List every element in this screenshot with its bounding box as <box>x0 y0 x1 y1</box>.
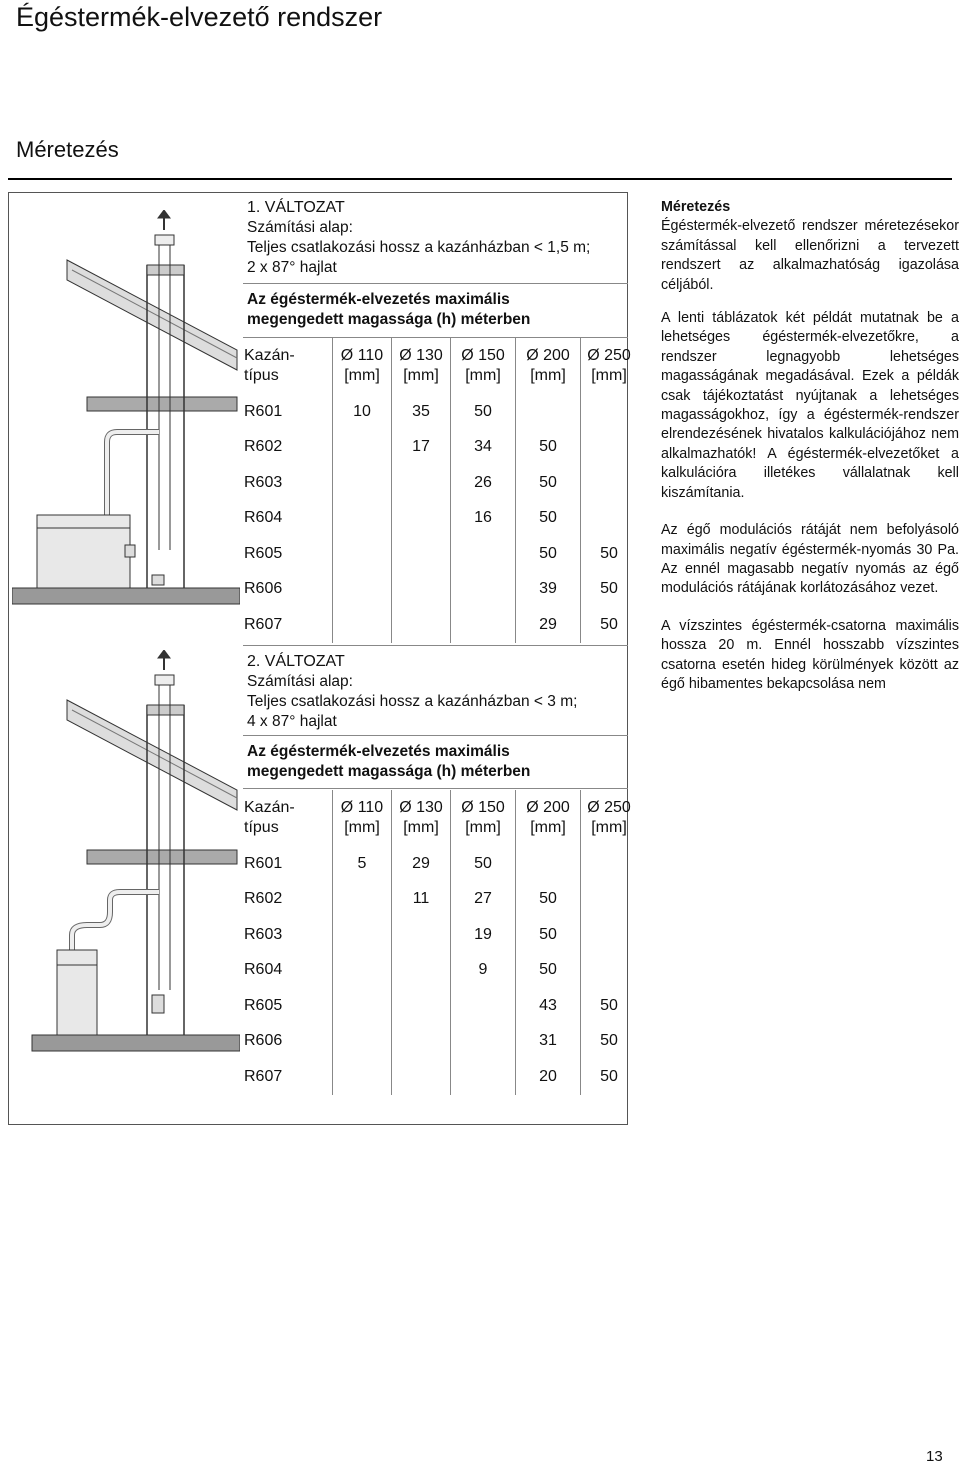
col-unit: [mm] <box>530 367 566 384</box>
boiler-unit <box>37 515 130 588</box>
col-unit: [mm] <box>465 819 501 836</box>
cell: 50 <box>516 536 581 572</box>
variant-2-header <box>247 652 577 732</box>
col-label: Ø 110 <box>340 347 384 364</box>
cell <box>333 465 392 501</box>
cell <box>333 953 392 989</box>
col-label: Ø 150 <box>461 347 505 364</box>
cell <box>581 953 638 989</box>
cell: 50 <box>516 882 581 918</box>
boiler-type: R602 <box>244 438 283 456</box>
cell <box>392 572 451 608</box>
variant-2-max-height-label <box>247 742 530 782</box>
cell: 16 <box>451 501 516 537</box>
cell: 50 <box>516 465 581 501</box>
cell: 20 <box>516 1059 581 1095</box>
cell: 9 <box>451 953 516 989</box>
cell: 34 <box>451 430 516 466</box>
section-subtitle: Méretezés <box>16 137 119 162</box>
variant-2-title: 2. VÁLTOZAT <box>247 653 345 670</box>
cell <box>333 501 392 537</box>
boiler-type: R607 <box>244 615 283 633</box>
col-unit: [mm] <box>591 819 627 836</box>
cell: 26 <box>451 465 516 501</box>
cell: 43 <box>516 988 581 1024</box>
cell <box>333 988 392 1024</box>
table-row <box>240 953 637 989</box>
variant-2-line2: 4 x 87° hajlat <box>247 713 337 730</box>
variant-2-basis: Számítási alap: <box>247 673 353 690</box>
col-d110 <box>333 790 392 846</box>
explanation-paragraph-4: A vízszintes égéstermék-csatorna maximális hossza 20 m. Ennél hosszabb vízszintes csatorna esetén hideg körülmények között az égő hibamentes bekapcsolása nem <box>661 617 959 692</box>
cell: 35 <box>392 394 451 430</box>
boiler-type-label-2: típus <box>244 367 279 384</box>
header-divider <box>8 178 952 180</box>
cell <box>581 394 638 430</box>
cell <box>392 1059 451 1095</box>
cell <box>581 430 638 466</box>
variant-2-divider <box>243 735 628 736</box>
cell: 50 <box>581 1059 638 1095</box>
col-unit: [mm] <box>591 367 627 384</box>
col-unit: [mm] <box>344 819 380 836</box>
max-height-line2: megengedett magassága (h) méterben <box>247 763 531 780</box>
cell <box>392 501 451 537</box>
table-row <box>240 917 637 953</box>
col-label: Ø 110 <box>340 799 384 816</box>
cell <box>333 607 392 643</box>
cell: 50 <box>581 572 638 608</box>
boiler-type: R606 <box>244 1032 283 1050</box>
variant-1-table <box>240 338 637 643</box>
cell <box>451 572 516 608</box>
ceiling-slab <box>87 850 237 864</box>
col-d250 <box>581 338 638 394</box>
cell: 27 <box>451 882 516 918</box>
table-row <box>240 988 637 1024</box>
cell <box>392 536 451 572</box>
roof-shape <box>67 260 237 370</box>
variant-2-divider-mid <box>243 788 628 789</box>
col-d130 <box>392 790 451 846</box>
cell <box>451 1059 516 1095</box>
boiler-type: R606 <box>244 580 283 598</box>
col-d250 <box>581 790 638 846</box>
col-label: Ø 150 <box>461 799 505 816</box>
boiler-type-label-1: Kazán- <box>244 347 295 364</box>
explanation-paragraph-1: Égéstermék-elvezető rendszer méretezésekor számítással kell ellenőrizni a tervezett rendszert az alkalmazhatóság igazolása céljából. <box>661 218 959 293</box>
col-unit: [mm] <box>403 819 439 836</box>
cell <box>392 988 451 1024</box>
boiler-type: R603 <box>244 473 283 491</box>
col-label: Ø 130 <box>399 799 443 816</box>
table-row <box>240 394 637 430</box>
cell <box>333 1059 392 1095</box>
variant-1-line2: 2 x 87° hajlat <box>247 259 337 276</box>
explanation-column <box>661 198 959 708</box>
cell <box>392 607 451 643</box>
cell: 19 <box>451 917 516 953</box>
cell <box>581 465 638 501</box>
table-row <box>240 501 637 537</box>
cell <box>581 501 638 537</box>
boiler-unit <box>57 950 97 1035</box>
cell <box>392 1024 451 1060</box>
table-row <box>240 1059 637 1095</box>
col-unit: [mm] <box>530 819 566 836</box>
col-label: Ø 130 <box>399 347 443 364</box>
boiler-type: R605 <box>244 996 283 1014</box>
cell: 50 <box>516 501 581 537</box>
variant-2-divider-top <box>243 645 628 646</box>
col-label: Ø 200 <box>526 347 570 364</box>
variant-2-line1: Teljes csatlakozási hossz a kazánházban < 3 m; <box>247 693 578 710</box>
table-row <box>240 882 637 918</box>
cell <box>333 572 392 608</box>
page-title: Égéstermék-elvezető rendszer <box>16 2 383 32</box>
col-d150 <box>451 790 516 846</box>
boiler-type: R602 <box>244 890 283 908</box>
cell <box>516 846 581 882</box>
max-height-line1: Az égéstermék-elvezetés maximális <box>247 291 510 308</box>
col-label: Ø 250 <box>587 347 631 364</box>
chimney-diagram-variant-1 <box>12 210 240 610</box>
col-d150 <box>451 338 516 394</box>
cell <box>516 394 581 430</box>
col-d200 <box>516 790 581 846</box>
table-header-row <box>240 790 637 846</box>
cell: 11 <box>392 882 451 918</box>
cell <box>333 1024 392 1060</box>
cell <box>333 882 392 918</box>
boiler-type: R605 <box>244 544 283 562</box>
cell: 17 <box>392 430 451 466</box>
explanation-heading: Méretezés <box>661 199 731 215</box>
exhaust-arrow <box>158 650 170 658</box>
explanation-paragraph-3: Az égő modulációs rátáját nem befolyásoló maximális negatív égéstermék-nyomás 30 Pa. Az ennél magasabb negatív nyomás az égő modulációs rátájának korlátozásához vezet. <box>661 522 959 597</box>
cell <box>392 917 451 953</box>
cell: 50 <box>516 917 581 953</box>
table-row <box>240 465 637 501</box>
boiler-type: R604 <box>244 961 283 979</box>
col-unit: [mm] <box>344 367 380 384</box>
boiler-type: R607 <box>244 1067 283 1085</box>
boiler-type: R604 <box>244 509 283 527</box>
variant-2-table <box>240 790 637 1095</box>
floor-slab <box>32 1035 240 1051</box>
cell <box>451 1024 516 1060</box>
boiler-type-label-2: típus <box>244 819 279 836</box>
table-row <box>240 572 637 608</box>
cell: 5 <box>333 846 392 882</box>
col-d130 <box>392 338 451 394</box>
variant-1-title: 1. VÁLTOZAT <box>247 199 345 216</box>
table-row <box>240 1024 637 1060</box>
table-row <box>240 607 637 643</box>
cell <box>392 465 451 501</box>
variant-1-header <box>247 198 590 278</box>
boiler-type-header <box>240 790 333 846</box>
max-height-line2: megengedett magassága (h) méterben <box>247 311 531 328</box>
variant-1-line1: Teljes csatlakozási hossz a kazánházban < 1,5 m; <box>247 239 591 256</box>
cell: 50 <box>516 430 581 466</box>
max-height-line1: Az égéstermék-elvezetés maximális <box>247 743 510 760</box>
cell <box>392 953 451 989</box>
cell <box>333 536 392 572</box>
cell <box>451 536 516 572</box>
roof-shape <box>67 700 237 810</box>
variant-1-basis: Számítási alap: <box>247 219 353 236</box>
cell: 50 <box>581 988 638 1024</box>
col-label: Ø 200 <box>526 799 570 816</box>
cell: 29 <box>516 607 581 643</box>
floor-slab <box>12 588 240 604</box>
explanation-paragraph-2: A lenti táblázatok két példát mutatnak be a lehetséges égéstermék-elvezetőkre, a rendszer legnagyobb lehetséges magasságának megadásával. Ezek a példák csak tájékoztatást nyújtanak a lehetséges magasságokhoz, így a égéstermék-rendszer elrendezésének hivatalos kalkulációjához nem alkalmazhatók! A égéstermék-elvezetőket a kalkulációra illetékes vállalatnak kell kiszámítania. <box>661 310 959 501</box>
chimney-diagram-variant-2 <box>12 650 240 1070</box>
cell <box>451 607 516 643</box>
cell: 50 <box>581 1024 638 1060</box>
cell: 29 <box>392 846 451 882</box>
cell: 50 <box>516 953 581 989</box>
cell: 50 <box>581 536 638 572</box>
cell <box>581 882 638 918</box>
variant-1-divider-top <box>243 283 628 284</box>
cell: 31 <box>516 1024 581 1060</box>
cell <box>333 430 392 466</box>
cell <box>581 846 638 882</box>
cell <box>451 988 516 1024</box>
cell: 10 <box>333 394 392 430</box>
cell: 50 <box>451 846 516 882</box>
cell <box>581 917 638 953</box>
cell: 39 <box>516 572 581 608</box>
ceiling-slab <box>87 397 237 411</box>
page-number: 13 <box>926 1448 943 1465</box>
table-row <box>240 430 637 466</box>
boiler-type: R603 <box>244 925 283 943</box>
boiler-type-header <box>240 338 333 394</box>
boiler-type: R601 <box>244 854 283 872</box>
col-unit: [mm] <box>465 367 501 384</box>
boiler-type-label-1: Kazán- <box>244 799 295 816</box>
col-unit: [mm] <box>403 367 439 384</box>
cell: 50 <box>581 607 638 643</box>
col-d200 <box>516 338 581 394</box>
table-row <box>240 846 637 882</box>
col-label: Ø 250 <box>587 799 631 816</box>
variant-1-max-height-label <box>247 290 530 330</box>
col-d110 <box>333 338 392 394</box>
cell <box>333 917 392 953</box>
exhaust-arrow <box>158 210 170 218</box>
boiler-type: R601 <box>244 402 283 420</box>
table-header-row <box>240 338 637 394</box>
table-row <box>240 536 637 572</box>
cell: 50 <box>451 394 516 430</box>
